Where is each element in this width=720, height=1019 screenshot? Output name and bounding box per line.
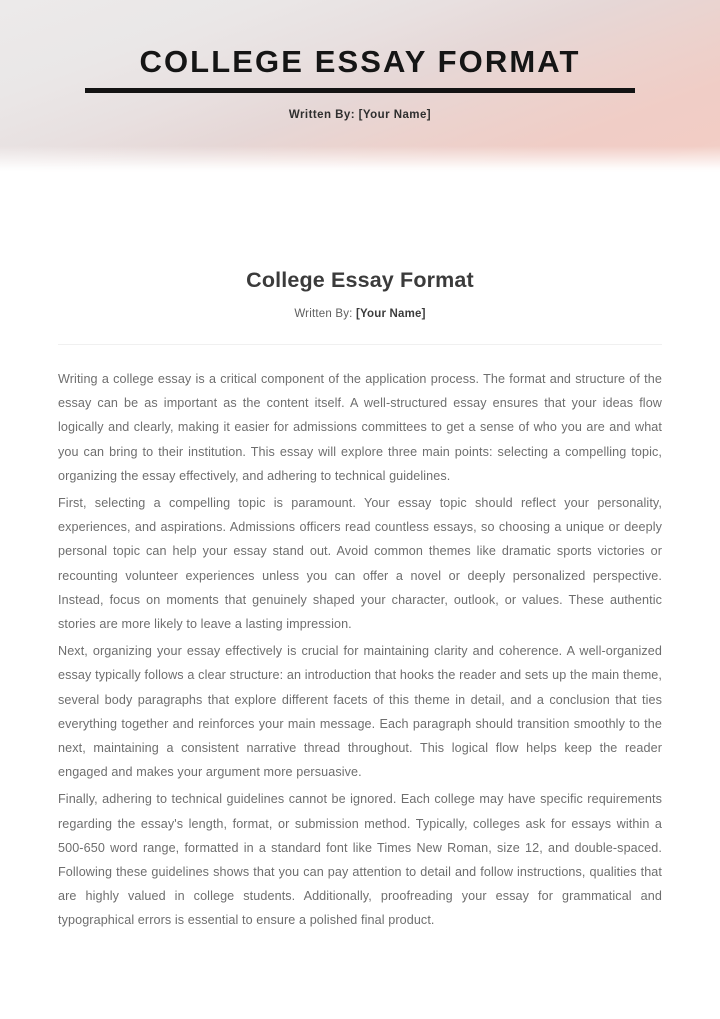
essay-paragraph: Writing a college essay is a critical component of the application process. The format and structure of the essay can be as important as the content itself. A well-structured essay ensures that your ideas flow logically and clearly, making it easier for admissions committees to get a sense of who you are and what you can bring to their institution. This essay will explore three main points: selecting a compelling topic, organizing the essay effectively, and adhering to technical guidelines.: [58, 372, 662, 483]
byline-label: Written By:: [294, 308, 353, 320]
essay-paragraph: First, selecting a compelling topic is paramount. Your essay topic should reflect your personality, experiences, and aspirations. Admissions officers read countless essays, so choosing a unique or deeply personal topic can help your essay stand out. Avoid common themes like dramatic sports victories or recounting volunteer experiences unless you can offer a novel or deeply personalized perspective. Instead, focus on moments that genuinely shaped your character, outlook, or values. These authentic stories are more likely to leave a lasting impression.: [58, 496, 662, 632]
page-title: College Essay Format: [246, 268, 474, 292]
document-byline: [0, 308, 720, 320]
document-body: [0, 172, 720, 936]
byline-author-name: [Your Name]: [355, 308, 426, 320]
banner-byline: Written By: [Your Name]: [288, 109, 432, 121]
banner-divider-rule: [85, 88, 635, 93]
banner-title: COLLEGE ESSAY FORMAT: [139, 44, 581, 79]
header-banner: [0, 0, 720, 172]
essay-content: [58, 345, 662, 933]
essay-paragraph: Next, organizing your essay effectively is crucial for maintaining clarity and coherence. A well-organized essay typically follows a clear structure: an introduction that hooks the reader and sets up the main theme, several body paragraphs that explore different facets of this theme in detail, and a conclusion that ties everything together and reinforces your main message. Each paragraph should transition smoothly to the next, maintaining a consistent narrative thread throughout. This logical flow helps keep the reader engaged and makes your argument more persuasive.: [58, 644, 662, 780]
essay-paragraph: Finally, adhering to technical guidelines cannot be ignored. Each college may have specific requirements regarding the essay's length, format, or submission method. Typically, colleges ask for essays within a 500-650 word range, formatted in a standard font like Times New Roman, size 12, and double-spaced. Following these guidelines shows that you can pay attention to detail and follow instructions, qualities that are highly valued in college students. Additionally, proofreading your essay for grammatical and typographical errors is essential to ensure a polished final product.: [58, 792, 662, 928]
